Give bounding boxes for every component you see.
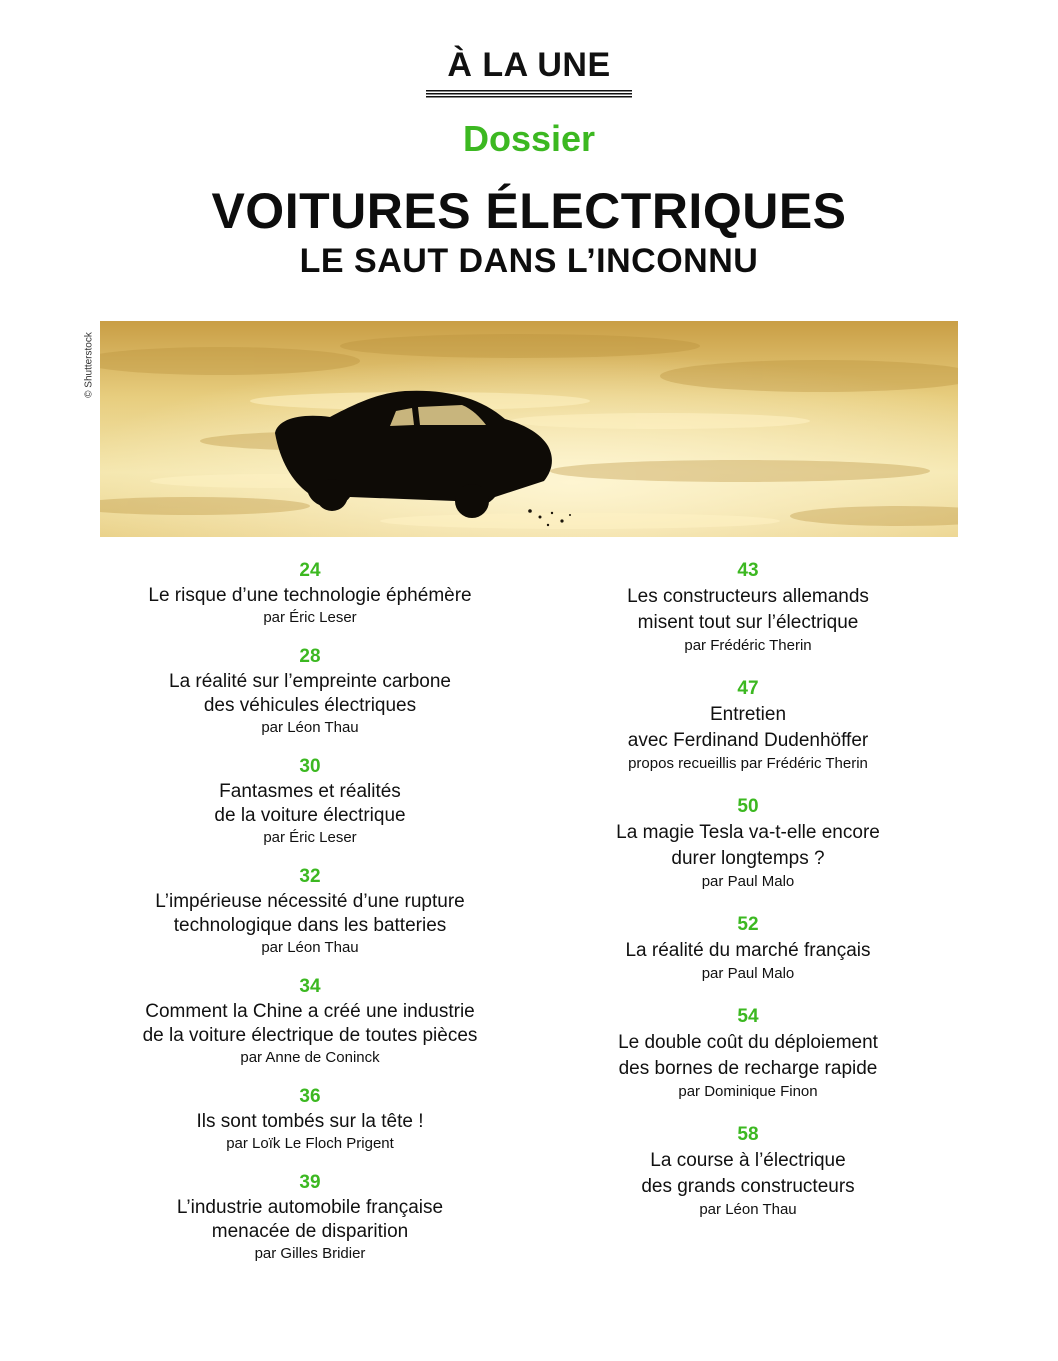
toc-entry[interactable] xyxy=(110,558,510,628)
toc-entry-author: par Dominique Finon xyxy=(678,1083,818,1100)
toc-entry[interactable] xyxy=(110,864,510,958)
toc-page-number: 47 xyxy=(737,678,759,699)
toc-page-number: 54 xyxy=(737,1006,759,1027)
toc-page-number: 34 xyxy=(299,976,321,997)
toc-entry-author: par Paul Malo xyxy=(701,873,795,890)
toc-entry-author: propos recueillis par Frédéric Therin xyxy=(628,755,868,772)
toc-page-number: 32 xyxy=(299,866,321,887)
toc-entry-author: par Anne de Coninck xyxy=(240,1049,380,1066)
toc-entry-title: L’impérieuse nécessité d’une rupture technologique dans les batteries xyxy=(155,891,465,936)
toc-entry-title: L’industrie automobile française menacée de disparition xyxy=(176,1197,444,1242)
toc-entry-author: par Gilles Bridier xyxy=(254,1245,366,1262)
toc-entry-author: par Frédéric Therin xyxy=(684,637,812,654)
toc-entry[interactable] xyxy=(110,754,510,848)
toc-entry[interactable] xyxy=(548,1122,948,1220)
hero-image-flying-car xyxy=(100,321,958,537)
section-label: Dossier xyxy=(462,118,596,159)
toc-entry-title: La réalité du marché français xyxy=(625,940,871,961)
toc-entry[interactable] xyxy=(548,912,948,984)
toc-page-number: 36 xyxy=(299,1086,321,1107)
toc-entry[interactable] xyxy=(110,644,510,738)
toc-right-column xyxy=(548,558,948,1240)
photo-credit: © Shutterstock xyxy=(83,332,95,398)
toc-entry-title: La magie Tesla va-t-elle encore durer longtemps ? xyxy=(616,822,880,869)
toc-page-number: 30 xyxy=(299,756,321,777)
toc-page-number: 58 xyxy=(737,1124,759,1145)
toc-entry-title: Fantasmes et réalités de la voiture électrique xyxy=(214,781,406,826)
toc-entry-title: Le risque d’une technologie éphémère xyxy=(148,585,472,606)
toc-entry-author: par Éric Leser xyxy=(263,609,357,626)
page-title: VOITURES ÉLECTRIQUES xyxy=(211,183,847,239)
toc-page-number: 50 xyxy=(737,796,759,817)
toc-entry[interactable] xyxy=(110,1084,510,1154)
toc-entry-title: La course à l’électrique des grands constructeurs xyxy=(641,1150,855,1197)
toc-left-column xyxy=(110,558,510,1280)
toc-entry[interactable] xyxy=(548,794,948,892)
toc-entry-author: par Éric Leser xyxy=(263,829,357,846)
toc-entry[interactable] xyxy=(110,1170,510,1264)
page-subtitle: LE SAUT DANS L’INCONNU xyxy=(299,242,759,280)
toc-entry-title: Les constructeurs allemands misent tout sur l’électrique xyxy=(627,586,869,633)
toc-entry-author: par Léon Thau xyxy=(261,719,359,736)
toc-entry[interactable] xyxy=(548,676,948,774)
toc-page-number: 43 xyxy=(737,560,759,581)
toc-entry[interactable] xyxy=(548,1004,948,1102)
toc-entry-title: Comment la Chine a créé une industrie de la voiture électrique de toutes pièces xyxy=(142,1001,478,1046)
toc-page-number: 28 xyxy=(299,646,321,667)
toc-entry-author: par Léon Thau xyxy=(699,1201,797,1218)
toc-page-number: 52 xyxy=(737,914,759,935)
toc-entry-title: La réalité sur l’empreinte carbone des véhicules électriques xyxy=(169,671,451,716)
toc-entry-title: Le double coût du déploiement des bornes de recharge rapide xyxy=(618,1032,878,1079)
section-kicker: À LA UNE xyxy=(447,46,611,84)
toc-entry-title: Entretien avec Ferdinand Dudenhöffer xyxy=(627,704,869,751)
toc-page-number: 39 xyxy=(299,1172,321,1193)
toc-entry[interactable] xyxy=(548,558,948,656)
kicker-divider xyxy=(426,90,632,99)
toc-entry-author: par Paul Malo xyxy=(701,965,795,982)
toc-page-number: 24 xyxy=(299,560,321,581)
toc-entry-title: Ils sont tombés sur la tête ! xyxy=(196,1111,424,1132)
toc-entry-author: par Loïk Le Floch Prigent xyxy=(226,1135,394,1152)
toc-entry-author: par Léon Thau xyxy=(261,939,359,956)
toc-entry[interactable] xyxy=(110,974,510,1068)
